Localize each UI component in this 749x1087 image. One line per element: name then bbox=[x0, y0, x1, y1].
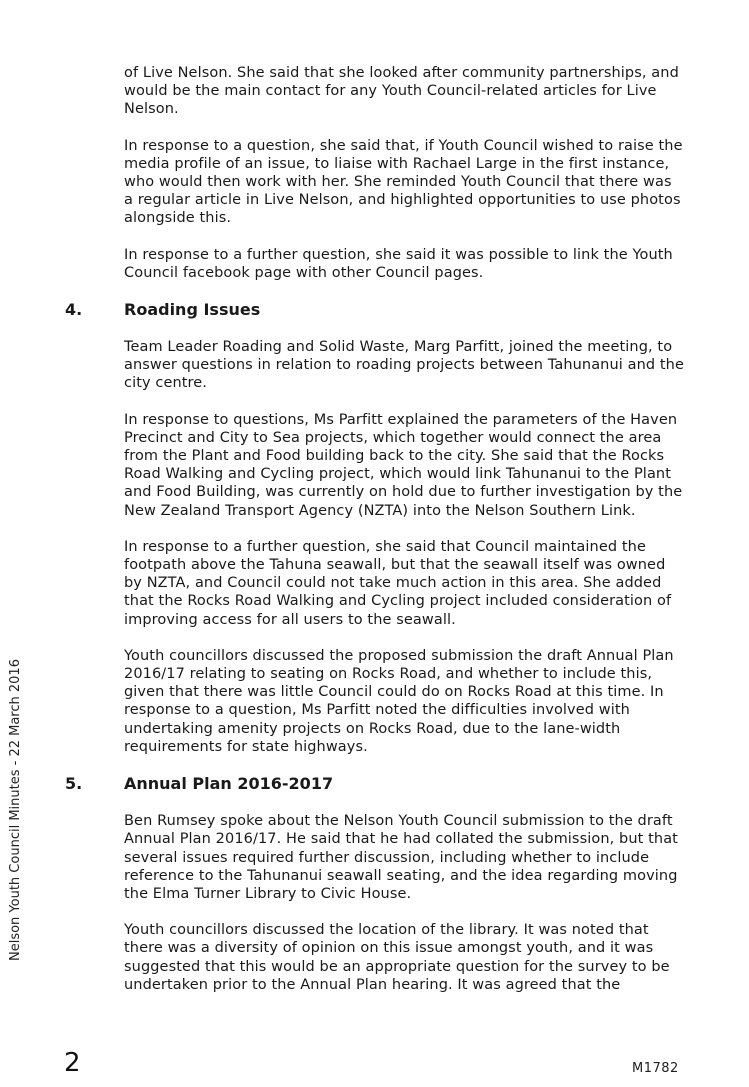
section-number: 5. bbox=[65, 774, 83, 794]
section-heading-annual-plan bbox=[65, 774, 684, 794]
document-body bbox=[65, 64, 684, 1012]
paragraph: In response to a further question, she said that Council maintained the footpath above the Tahuna seawall, but that the seawall itself was owned by NZTA, and Council could not take much action in this area. She added that the Rocks Road Walking and Cycling project included consideration of improving access for all users to the seawall. bbox=[124, 538, 672, 628]
paragraph: Ben Rumsey spoke about the Nelson Youth Council submission to the draft Annual Plan 2016/17. He said that he had collated the submission, but that several issues required further discussion, including whether to include reference to the Tahunanui seawall seating, and the idea regarding moving the Elma Turner Library to Civic House. bbox=[124, 813, 678, 902]
document-code: M1782 bbox=[632, 1061, 679, 1076]
paragraph: of Live Nelson. She said that she looked after community partnerships, and would be the main contact for any Youth Council-related articles for Live Nelson. bbox=[124, 65, 679, 118]
section-number: 4. bbox=[65, 300, 83, 320]
margin-document-title: Nelson Youth Council Minutes - 22 March 2016 bbox=[8, 659, 23, 961]
paragraph: In response to questions, Ms Parfitt explained the parameters of the Haven Precinct and City to Sea projects, which together would connect the area from the Plant and Food building back to the city. She said that the Rocks Road Walking and Cycling project, which would link Tahunanui to the Plant and Food Building, was currently on hold due to further investigation by the New Zealand Transport Agency (NZTA) into the Nelson Southern Link. bbox=[124, 411, 683, 519]
paragraph: In response to a question, she said that, if Youth Council wished to raise the media profile of an issue, to liaise with Rachael Large in the first instance, who would then work with her. She reminded Youth Council that there was a regular article in Live Nelson, and highlighted opportunities to use photos alongside this. bbox=[124, 137, 683, 227]
section-title: Roading Issues bbox=[124, 300, 261, 320]
paragraph: Team Leader Roading and Solid Waste, Marg Parfitt, joined the meeting, to answer questions in relation to roading projects between Tahunanui and the city centre. bbox=[124, 339, 684, 392]
paragraph: Youth councillors discussed the proposed submission the draft Annual Plan 2016/17 relating to seating on Rocks Road, and whether to include this, given that there was little Council could do on Rocks Road at this time. In response to a question, Ms Parfitt noted the difficulties involved with undertaking amenity projects on Rocks Road, due to the lane-width requirements for state highways. bbox=[124, 647, 674, 755]
paragraph: In response to a further question, she said it was possible to link the Youth Council facebook page with other Council pages. bbox=[124, 246, 673, 281]
section-heading-roading-issues bbox=[65, 300, 684, 320]
section-title: Annual Plan 2016-2017 bbox=[124, 774, 334, 794]
page-number: 2 bbox=[64, 1048, 81, 1078]
paragraph: Youth councillors discussed the location of the library. It was noted that there was a diversity of opinion on this issue amongst youth, and it was suggested that this would be an appropriate question for the survey to be undertaken prior to the Annual Plan hearing. It was agreed that the bbox=[124, 922, 670, 993]
